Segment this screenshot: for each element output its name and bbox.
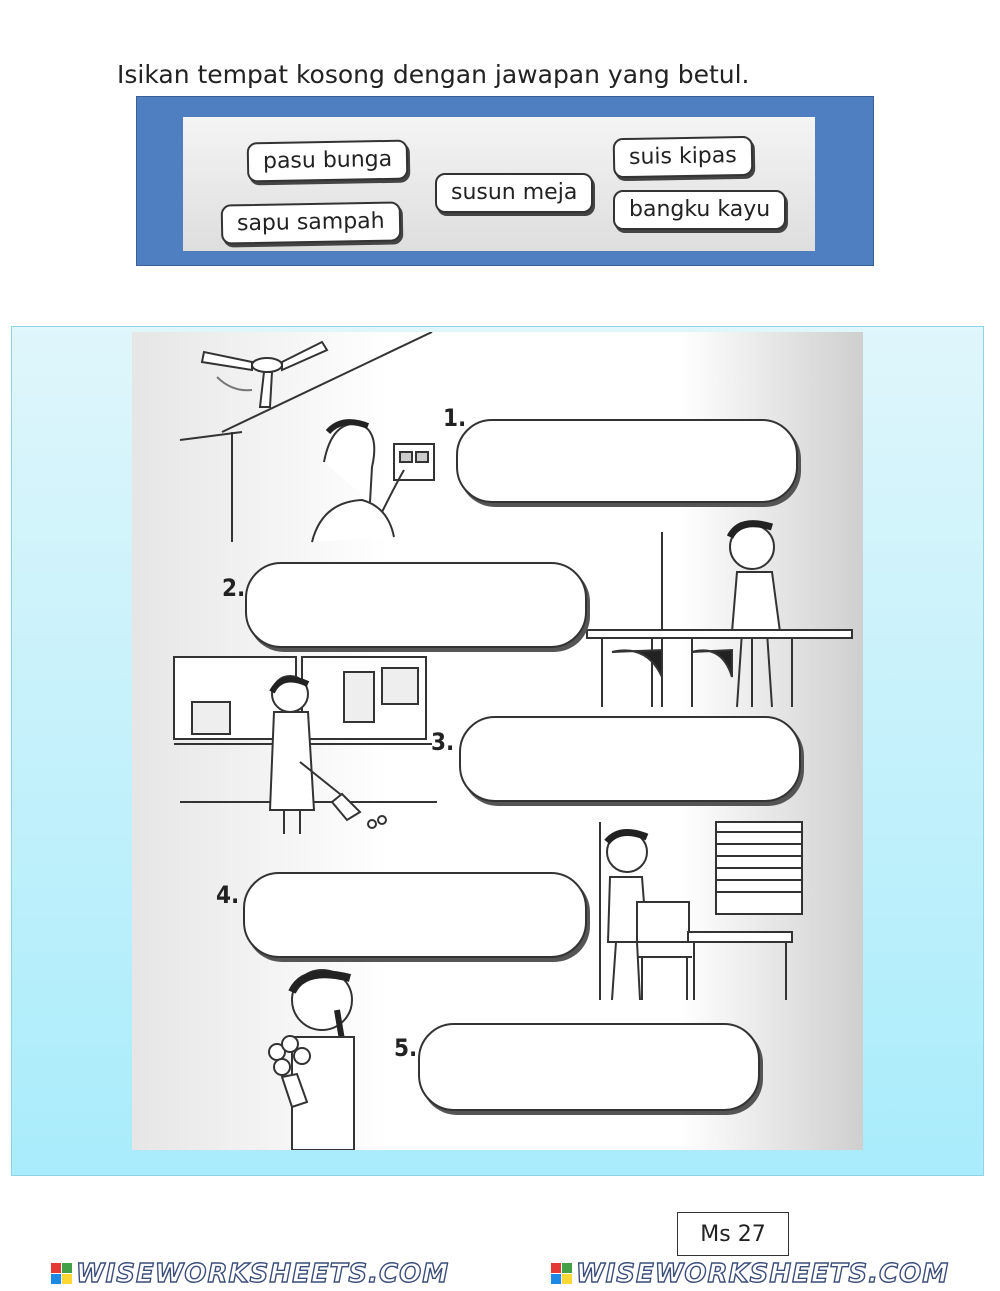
instruction-text: Isikan tempat kosong dengan jawapan yang betul.	[117, 60, 750, 89]
desk-icon	[587, 630, 852, 707]
girl-broom-figure	[270, 676, 314, 834]
wiseworksheets-logo-icon	[551, 1263, 572, 1284]
boy-desk-figure	[730, 524, 780, 707]
word-bank-frame	[136, 96, 874, 266]
answer-field-2[interactable]	[245, 562, 587, 648]
word-chip-pasu-bunga: pasu bunga	[247, 140, 409, 183]
page-number: Ms 27	[677, 1212, 789, 1256]
wooden-chair-icon	[637, 902, 692, 1000]
word-chip-bangku-kayu: bangku kayu	[613, 190, 786, 230]
watermark-text: WISEWORKSHEETS.COM	[75, 1258, 450, 1289]
question-number-1: 1.	[443, 404, 467, 432]
wiseworksheets-logo-icon	[51, 1263, 72, 1284]
word-chip-suis-kipas: suis kipas	[613, 136, 753, 178]
word-chip-sapu-sampah: sapu sampah	[221, 201, 401, 244]
question-number-5: 5.	[394, 1034, 418, 1062]
answer-field-5[interactable]	[418, 1023, 760, 1111]
answer-field-4[interactable]	[243, 872, 587, 958]
watermark-unit	[551, 1259, 949, 1289]
word-bank	[183, 117, 815, 251]
question-number-3: 3.	[431, 728, 455, 756]
watermark-banner	[0, 1256, 1000, 1291]
word-chip-susun-meja: susun meja	[435, 173, 593, 213]
boy-switch-figure	[312, 422, 434, 542]
answer-field-3[interactable]	[459, 716, 801, 802]
watermark-text: WISEWORKSHEETS.COM	[575, 1258, 950, 1289]
question-number-2: 2.	[222, 574, 246, 602]
answer-field-1[interactable]	[456, 419, 798, 503]
watermark-unit	[51, 1259, 449, 1289]
question-number-4: 4.	[216, 881, 240, 909]
ceiling-fan-icon	[202, 342, 327, 407]
